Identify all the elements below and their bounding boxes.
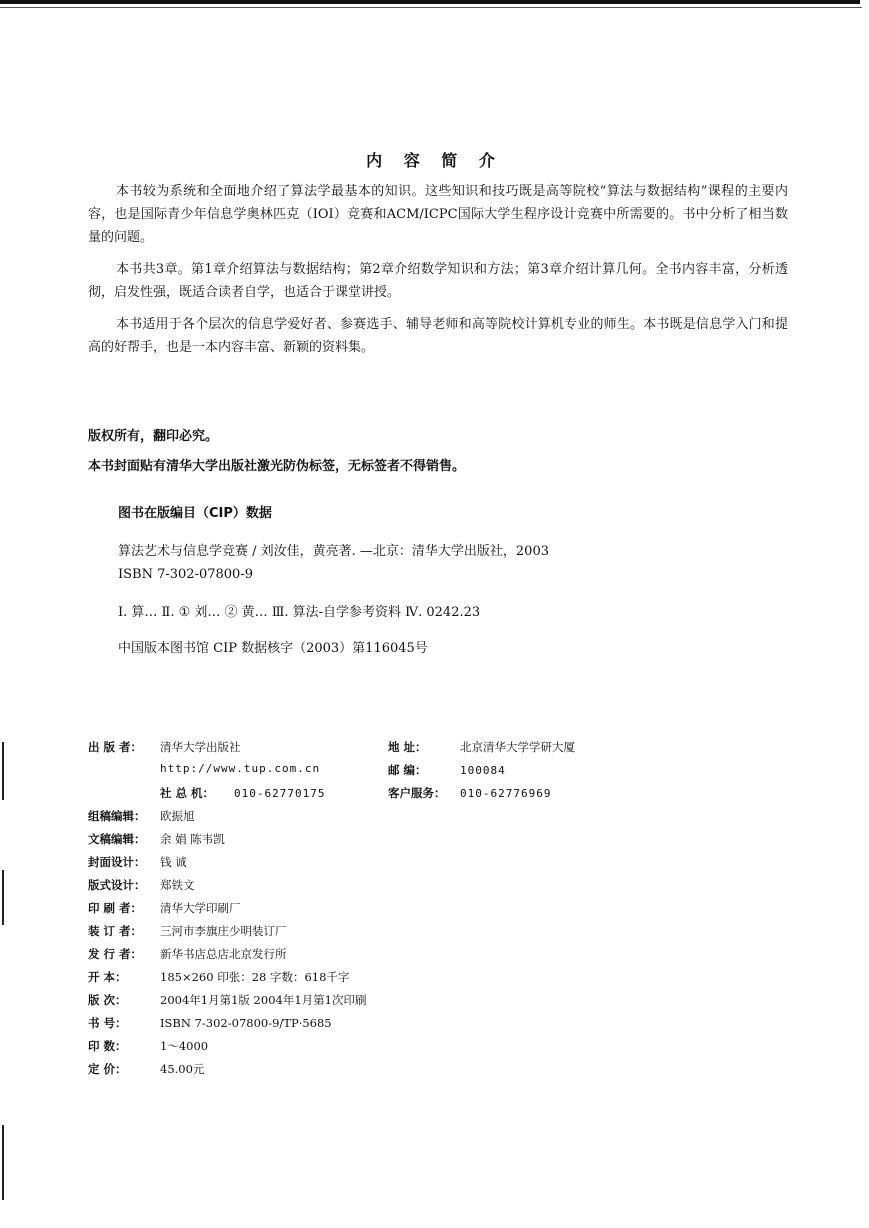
cip-entry: 算法艺术与信息学竞赛 / 刘汝佳，黄亮著. —北京：清华大学出版社，2003	[118, 544, 549, 559]
scan-edge-mark	[2, 1125, 4, 1200]
summary-paragraph-2: 本书共3章。第1章介绍算法与数据结构；第2章介绍数学知识和方法；第3章介绍计算几何。全书内容丰富，分析透彻，启发性强，既适合读者自学，也适合于课堂讲授。	[88, 262, 788, 300]
summary-paragraph-3: 本书适用于各个层次的信息学爱好者、参赛选手、辅导老师和高等院校计算机专业的师生。本书既是信息学入门和提高的好帮手，也是一本内容丰富、新颖的资料集。	[88, 317, 788, 355]
info-row-label: 印 数：	[88, 1039, 127, 1053]
info-row-value: 郑铁文	[160, 878, 195, 892]
address-label: 地 址：	[388, 740, 427, 754]
info-row-print-run	[88, 1038, 208, 1054]
switchboard-value: 010-62770175	[234, 787, 326, 800]
info-row-format	[88, 969, 349, 985]
cip-classification: Ⅰ. 算… Ⅱ. ① 刘… ② 黄… Ⅲ. 算法-自学参考资料 Ⅳ. 0242.23	[118, 605, 481, 620]
info-row-label: 版式设计：	[88, 878, 146, 892]
switchboard-row	[160, 785, 325, 801]
summary-heading: 内 容 简 介	[366, 151, 503, 170]
info-row-value: 2004年1月第1版 2004年1月第1次印刷	[160, 993, 367, 1007]
cip-isbn: ISBN 7-302-07800-9	[118, 567, 253, 582]
info-row-value: ISBN 7-302-07800-9/TP·5685	[160, 1016, 332, 1030]
anti-counterfeit-notice: 本书封面贴有清华大学出版社激光防伪标签，无标签者不得销售。	[88, 459, 466, 474]
publisher-url[interactable]: http://www.tup.com.cn	[160, 762, 321, 775]
info-row-value: 钱 诚	[160, 855, 187, 869]
top-border-rule	[0, 0, 860, 4]
info-row-value: 185×260 印张：28 字数：618千字	[160, 970, 350, 984]
summary-paragraph-1: 本书较为系统和全面地介绍了算法学最基本的知识。这些知识和技巧既是高等院校“算法与数据结构”课程的主要内容，也是国际青少年信息学奥林匹克（IOI）竞赛和ACM/ICPC国际大学生程序设计竞赛中所需要的。书中分析了相当数量的问题。	[88, 184, 788, 245]
info-row-edition	[88, 992, 366, 1008]
info-row-cover-design	[88, 854, 187, 870]
customer-service-row	[388, 785, 551, 801]
info-row-distributor	[88, 946, 287, 962]
copyright-notice: 版权所有，翻印必究。	[88, 429, 219, 444]
info-row-book-number	[88, 1015, 332, 1031]
info-row-value: 清华大学印刷厂	[160, 901, 241, 915]
customer-service-label: 客户服务：	[388, 786, 446, 800]
info-row-value: 1～4000	[160, 1039, 209, 1053]
publisher-value: 清华大学出版社	[160, 740, 241, 754]
info-row-copy-editor	[88, 831, 225, 847]
postcode-row	[388, 762, 506, 778]
postcode-value: 100084	[460, 764, 506, 777]
scan-edge-mark	[2, 870, 4, 925]
info-row-value: 45.00元	[160, 1062, 205, 1076]
info-row-editor	[88, 808, 195, 824]
info-row-value: 新华书店总店北京发行所	[160, 947, 287, 961]
info-row-label: 书 号：	[88, 1016, 127, 1030]
info-row-value: 余 娟 陈韦凯	[160, 832, 225, 846]
info-row-label: 发 行 者：	[88, 947, 143, 961]
scan-edge-mark	[2, 742, 4, 800]
postcode-label: 邮 编：	[388, 763, 427, 777]
publisher-label: 出 版 者：	[88, 740, 143, 754]
address-row	[388, 739, 575, 755]
info-row-label: 印 刷 者：	[88, 901, 143, 915]
cip-title: 图书在版编目（CIP）数据	[118, 506, 272, 521]
top-border-thin-rule	[0, 7, 862, 8]
info-row-label: 开 本：	[88, 970, 127, 984]
info-row-printer	[88, 900, 241, 916]
info-row-price	[88, 1061, 204, 1077]
info-row-value: 欧振旭	[160, 809, 195, 823]
info-row-label: 装 订 者：	[88, 924, 143, 938]
address-value: 北京清华大学学研大厦	[460, 740, 575, 754]
info-row-layout-design	[88, 877, 195, 893]
info-row-value: 三河市李旗庄少明装订厂	[160, 924, 287, 938]
switchboard-label: 社 总 机：	[160, 786, 215, 800]
info-row-label: 文稿编辑：	[88, 832, 146, 846]
info-row-label: 封面设计：	[88, 855, 146, 869]
info-row-label: 定 价：	[88, 1062, 127, 1076]
info-row-binder	[88, 923, 287, 939]
customer-service-value: 010-62776969	[460, 787, 552, 800]
publisher-row	[88, 739, 241, 755]
info-row-label: 版 次：	[88, 993, 127, 1007]
info-row-label: 组稿编辑：	[88, 809, 146, 823]
cip-record-number: 中国版本图书馆 CIP 数据核字（2003）第116045号	[118, 641, 428, 656]
